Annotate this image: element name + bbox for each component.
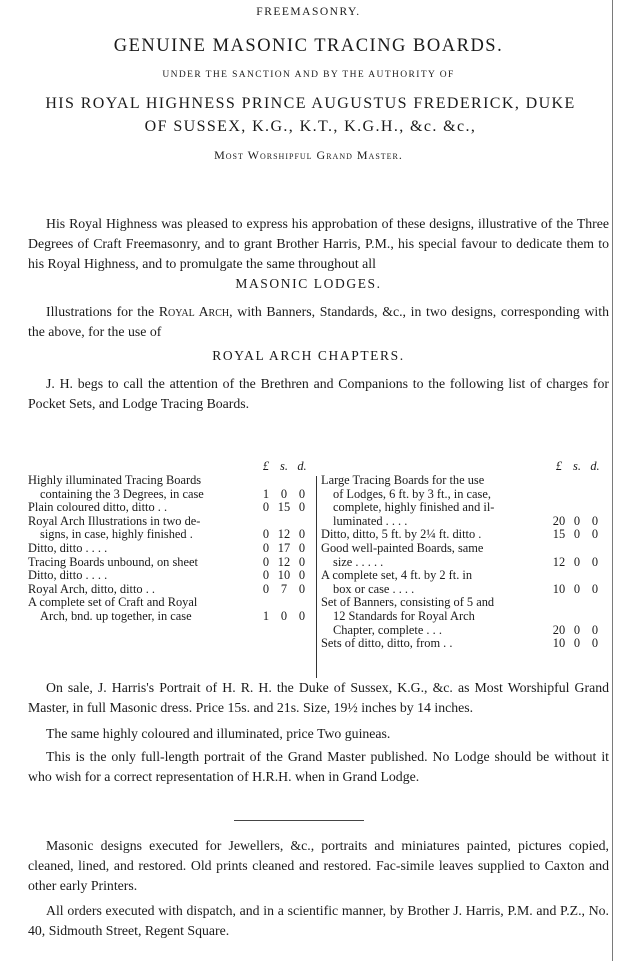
price-amount: [550, 515, 604, 529]
price-row: [28, 596, 313, 623]
grand-master-title: Most Worshipful Grand Master.: [214, 148, 403, 162]
royal-arch-smallcaps: Royal Arch: [158, 304, 230, 320]
pounds-value: 10: [552, 636, 566, 651]
price-amount: [550, 624, 604, 638]
price-item-line: complete, highly finished and il-: [333, 500, 495, 515]
price-amount: [257, 528, 311, 542]
pence-header: d.: [297, 459, 307, 474]
pence-value: 0: [298, 581, 306, 596]
pounds-value: 0: [262, 568, 270, 583]
price-amount: [257, 569, 311, 583]
pounds-header: £: [555, 459, 563, 474]
services-block: [0, 836, 617, 941]
price-item-line: size . . . . .: [333, 554, 384, 569]
shillings-value: 0: [573, 513, 581, 528]
price-item-line: Royal Arch Illustrations in two de-: [28, 513, 201, 528]
pence-value: 0: [298, 554, 306, 569]
price-row: [28, 569, 313, 583]
pence-value: 0: [298, 540, 306, 555]
pence-value: 0: [591, 513, 599, 528]
portrait-block: [0, 678, 617, 787]
pence-value: 0: [298, 568, 306, 583]
pence-value: 0: [591, 636, 599, 651]
services-paragraph: Masonic designs executed for Jewellers, &c., portraits and miniatures painted, pictures copied, cleaned, lined, and restored. Old prints cleaned and restored. Fac-simile leaves supplied to Caxton and other early Printers.: [28, 838, 609, 893]
shillings-value: 0: [573, 636, 581, 651]
running-head: FREEMASONRY.: [256, 6, 361, 18]
price-row: [321, 542, 606, 569]
shillings-value: 12: [277, 527, 291, 542]
pounds-value: 0: [262, 554, 270, 569]
price-amount: [257, 501, 311, 515]
price-amount: [257, 488, 311, 502]
pence-value: 0: [298, 527, 306, 542]
price-item-line: luminated . . . .: [333, 513, 408, 528]
shillings-value: 0: [280, 486, 288, 501]
heading-royal-arch-chapters: ROYAL ARCH CHAPTERS.: [212, 347, 405, 363]
pence-value: 0: [298, 486, 306, 501]
price-item-line: A complete set, 4 ft. by 2 ft. in: [321, 568, 473, 583]
shillings-value: 10: [277, 568, 291, 583]
price-amount: [550, 637, 604, 651]
pounds-value: 10: [552, 581, 566, 596]
pence-header: d.: [590, 459, 600, 474]
shillings-value: 12: [277, 554, 291, 569]
shillings-header: s.: [573, 459, 581, 474]
patron-line-2: OF SUSSEX, K.G., K.T., K.G.H., &c. &c.,: [144, 118, 477, 135]
shillings-value: 0: [280, 608, 288, 623]
royal-arch-text-b: , with Banners, Standards, &c., in two designs, corresponding with the above, for the use of: [28, 304, 609, 340]
shillings-value: 17: [277, 540, 291, 555]
pounds-value: 15: [552, 527, 566, 542]
price-item-line: Sets of ditto, ditto, from . .: [321, 636, 453, 651]
pence-value: 0: [591, 527, 599, 542]
section-divider-rule: [234, 820, 364, 821]
dedication-paragraph: His Royal Highness was pleased to express his approbation of these designs, illustrative of the Three Degrees of Craft Freemasonry, and to grant Brother Harris, P.M., his special favour to dedicate them to his Royal Highness, and to promulgate the same throughout all: [28, 216, 609, 271]
price-row: [321, 474, 606, 528]
currency-header-left: [28, 456, 313, 474]
currency-header-right: [321, 456, 606, 474]
coloured-portrait-paragraph: The same highly coloured and illuminated, price Two guineas.: [46, 725, 391, 741]
heading-masonic-lodges: MASONIC LODGES.: [235, 276, 382, 292]
pounds-value: 0: [262, 540, 270, 555]
price-item-line: Arch, bnd. up together, in case: [40, 608, 192, 623]
shillings-value: 0: [573, 554, 581, 569]
pence-value: 0: [591, 581, 599, 596]
price-item-line: Highly illuminated Tracing Boards: [28, 473, 202, 487]
pence-value: 0: [591, 622, 599, 637]
pounds-header: £: [262, 459, 270, 474]
full-length-paragraph: This is the only full-length portrait of the Grand Master published. No Lodge should be without it who wish for a correct representation of H.R.H. when in Grand Lodge.: [28, 749, 609, 785]
price-amount: [257, 542, 311, 556]
pounds-value: 0: [262, 500, 270, 515]
price-item-line: A complete set of Craft and Royal: [28, 595, 198, 610]
pounds-value: 1: [262, 486, 270, 501]
pounds-value: 0: [262, 527, 270, 542]
portrait-sale-paragraph: On sale, J. Harris's Portrait of H. R. H. the Duke of Sussex, K.G., &c. as Most Worshipful Grand Master, in full Masonic dress. Price 15s. and 21s. Size, 19½ inches by 14 inches.: [28, 680, 609, 715]
price-amount: [550, 556, 604, 570]
page-edge-divider: [612, 0, 613, 961]
pounds-value: 20: [552, 622, 566, 637]
price-amount: [550, 583, 604, 597]
price-row: [28, 583, 313, 597]
pence-value: 0: [591, 554, 599, 569]
patron-line-1: HIS ROYAL HIGHNESS PRINCE AUGUSTUS FREDERICK, DUKE: [45, 95, 576, 112]
pounds-value: 0: [262, 581, 270, 596]
pence-value: 0: [298, 608, 306, 623]
price-row: [28, 501, 313, 515]
charges-intro-paragraph: J. H. begs to call the attention of the Brethren and Companions to the following list of charges for Pocket Sets, and Lodge Tracing Boards.: [28, 375, 609, 411]
price-item-line: of Lodges, 6 ft. by 3 ft., in case,: [333, 486, 491, 501]
price-row: [28, 515, 313, 542]
price-list-right-column: [321, 456, 606, 651]
shillings-value: 7: [280, 581, 288, 596]
price-item-line: Set of Banners, consisting of 5 and: [321, 595, 495, 610]
shillings-value: 0: [573, 527, 581, 542]
price-item-line: Ditto, ditto, 5 ft. by 2¼ ft. ditto .: [321, 527, 482, 542]
price-item-line: Chapter, complete . . .: [333, 622, 442, 637]
shillings-value: 0: [573, 581, 581, 596]
price-row: [28, 474, 313, 501]
royal-arch-paragraph: [0, 302, 617, 342]
price-row: [321, 528, 606, 542]
price-item-line: Ditto, ditto . . . .: [28, 540, 108, 555]
page-title: GENUINE MASONIC TRACING BOARDS.: [113, 36, 504, 56]
shillings-header: s.: [280, 459, 288, 474]
price-row: [321, 569, 606, 596]
royal-arch-text-a: Illustrations for the: [46, 304, 155, 320]
shillings-value: 15: [277, 500, 291, 515]
pence-value: 0: [298, 500, 306, 515]
price-item-line: Tracing Boards unbound, on sheet: [28, 554, 198, 569]
price-amount: [550, 528, 604, 542]
price-item-line: Ditto, ditto . . . .: [28, 568, 108, 583]
price-item-line: 12 Standards for Royal Arch: [333, 608, 475, 623]
price-item-line: containing the 3 Degrees, in case: [40, 486, 204, 501]
pounds-value: 1: [262, 608, 270, 623]
patron-name: [26, 92, 595, 138]
price-row: [28, 542, 313, 556]
price-list-left-column: [28, 456, 313, 624]
price-item-line: Plain coloured ditto, ditto . .: [28, 500, 168, 515]
price-row: [321, 637, 606, 651]
intro-block: [0, 214, 617, 414]
orders-paragraph: All orders executed with dispatch, and in a scientific manner, by Brother J. Harris, P.M. and P.Z., No. 40, Sidmouth Street, Regent Square.: [28, 903, 609, 939]
shillings-value: 0: [573, 622, 581, 637]
sanction-line: UNDER THE SANCTION AND BY THE AUTHORITY OF: [162, 70, 455, 80]
price-amount: [257, 556, 311, 570]
price-item-line: Royal Arch, ditto, ditto . .: [28, 581, 155, 596]
price-item-line: signs, in case, highly finished .: [40, 527, 193, 542]
price-item-line: Large Tracing Boards for the use: [321, 473, 485, 487]
price-list-column-divider: [316, 476, 317, 678]
pounds-value: 12: [552, 554, 566, 569]
price-row: [28, 556, 313, 570]
price-amount: [257, 583, 311, 597]
price-item-line: Good well-painted Boards, same: [321, 540, 484, 555]
price-item-line: box or case . . . .: [333, 581, 415, 596]
price-amount: [257, 610, 311, 624]
price-row: [321, 596, 606, 637]
pounds-value: 20: [552, 513, 566, 528]
